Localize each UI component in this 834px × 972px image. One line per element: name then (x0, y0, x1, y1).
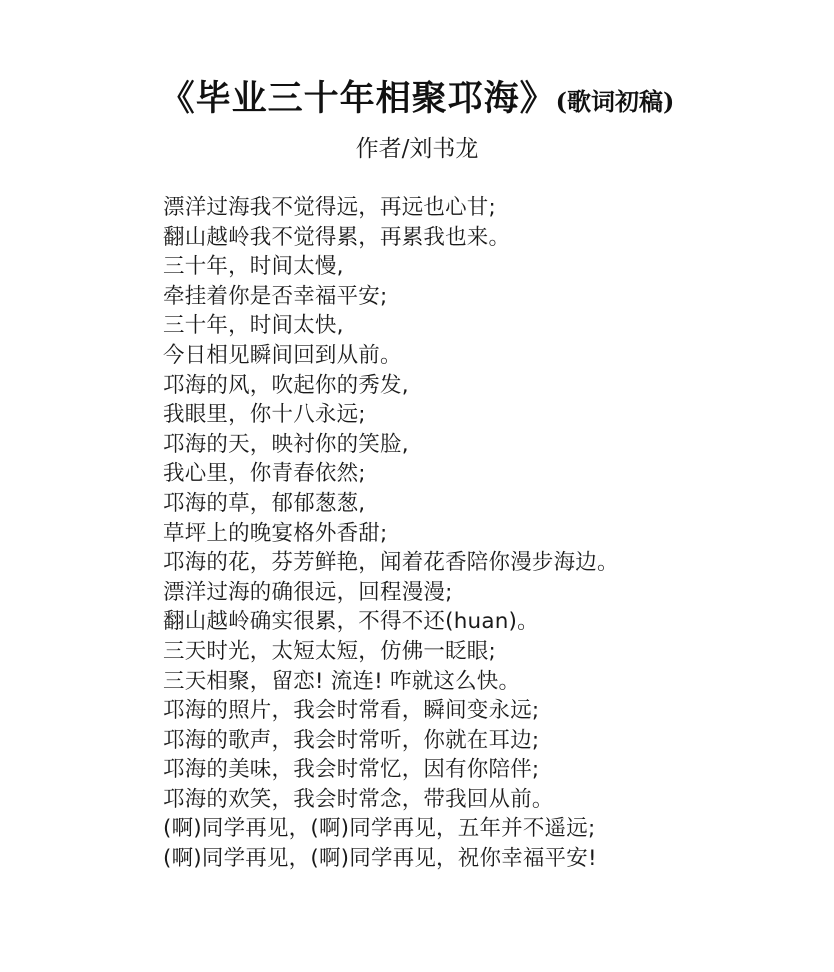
lyric-line: 邛海的美味，我会时常忆，因有你陪伴; (163, 757, 540, 783)
lyric-line: (啊)同学再见，(啊)同学再见，祝你幸福平安! (163, 846, 597, 872)
lyric-line: 邛海的歌声，我会时常听，你就在耳边; (163, 727, 540, 753)
lyric-line: 三天时光，太短太短，仿佛一眨眼; (163, 638, 496, 664)
lyric-line: 三十年，时间太慢, (163, 254, 344, 280)
lyric-line: 邛海的欢笑，我会时常念，带我回从前。 (163, 786, 554, 812)
lyric-line: 邛海的风，吹起你的秀发, (163, 372, 409, 398)
lyric-line: 牵挂着你是否幸福平安; (163, 283, 388, 309)
page-title: 《毕业三十年相聚邛海》 (159, 78, 556, 119)
page-footer-space (0, 874, 834, 972)
lyric-line: 草坪上的晚宴格外香甜; (163, 520, 388, 546)
lyric-line: 三十年，时间太快, (163, 313, 344, 339)
lyric-line: 三天相聚，留恋! 流连! 咋就这么快。 (163, 668, 521, 694)
lyric-line: 漂洋过海我不觉得远，再远也心甘; (163, 195, 496, 220)
lyric-line: 邛海的草，郁郁葱葱, (163, 490, 366, 516)
lyrics-body (0, 193, 834, 874)
document-title-row (0, 78, 834, 120)
lyric-line: 邛海的天，映衬你的笑脸, (163, 431, 409, 457)
page-subtitle: (歌词初稿) (555, 87, 675, 116)
lyric-line: 邛海的照片，我会时常看，瞬间变永远; (163, 698, 540, 724)
lyric-line: 今日相见瞬间回到从前。 (163, 342, 402, 368)
lyric-line: 漂洋过海的确很远，回程漫漫; (163, 579, 453, 605)
document-header (0, 0, 834, 163)
lyric-line: 我心里，你青春依然; (163, 461, 366, 487)
author-line: 作者/刘书龙 (355, 136, 479, 162)
lyric-line: 翻山越岭确实很累，不得不还(huan)。 (163, 609, 539, 635)
lyric-line: 翻山越岭我不觉得累，再累我也来。 (163, 224, 511, 250)
lyric-line: 邛海的花，芬芳鲜艳，闻着花香陪你漫步海边。 (163, 550, 619, 576)
lyric-line: 我眼里，你十八永远; (163, 402, 366, 428)
lyric-line: (啊)同学再见，(啊)同学再见，五年并不遥远; (163, 816, 596, 842)
